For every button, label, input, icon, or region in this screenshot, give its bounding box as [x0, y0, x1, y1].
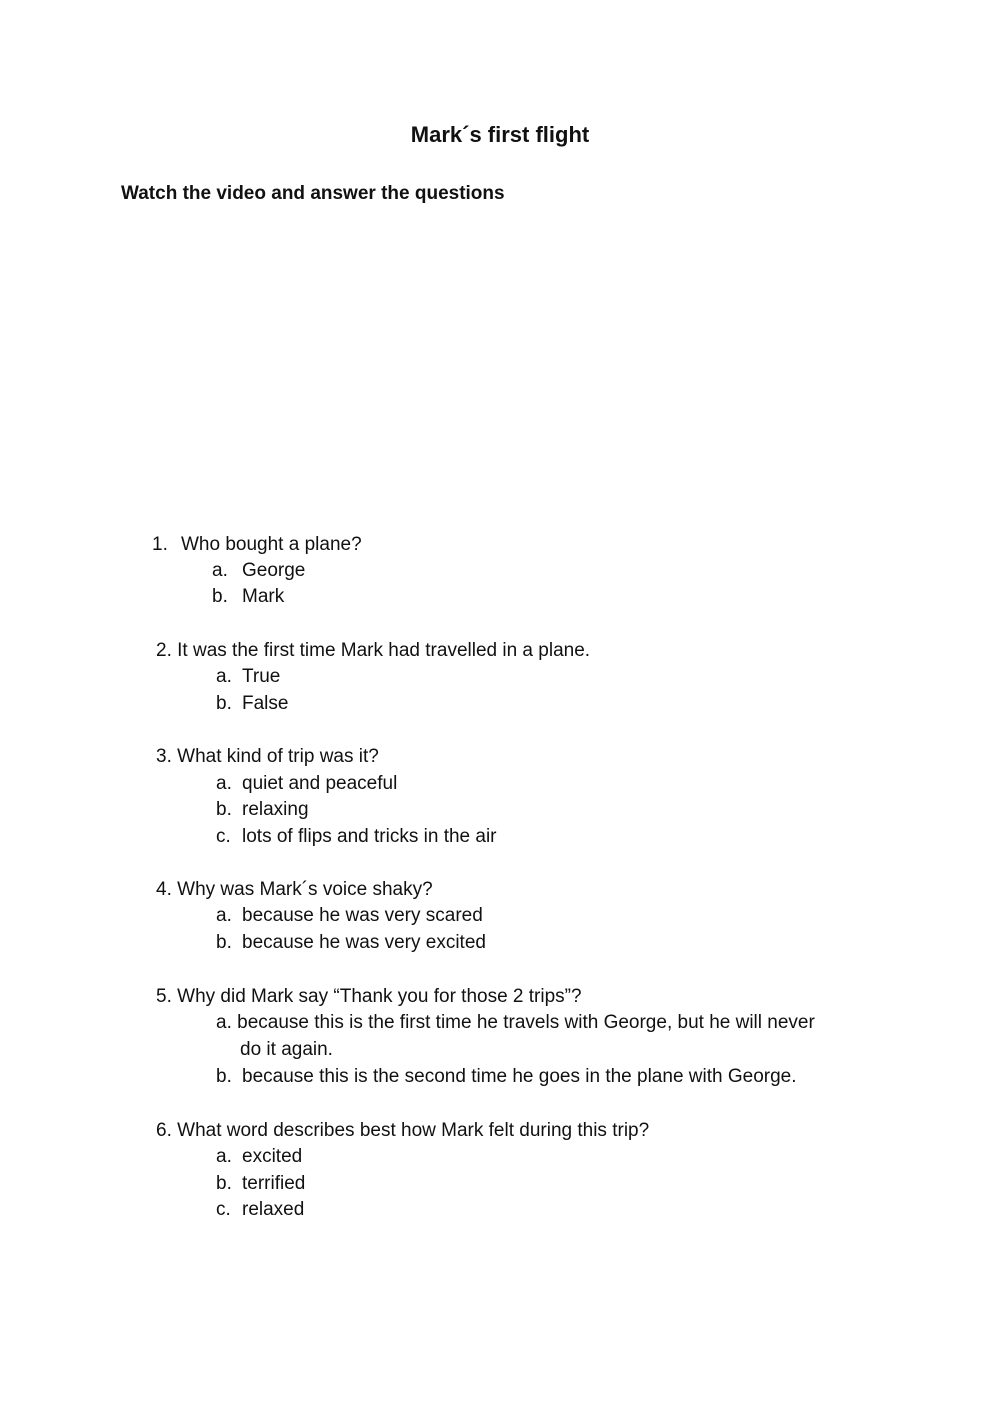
option-letter: a.: [216, 773, 232, 794]
option-4b: [216, 930, 486, 957]
page-title: Mark´s first flight: [410, 122, 590, 147]
question-number: 3.: [156, 746, 172, 767]
option-text: True: [242, 666, 281, 687]
option-3a: [216, 771, 397, 798]
option-text: False: [242, 693, 289, 714]
question-number: 5.: [156, 986, 172, 1007]
option-letter: a.: [212, 560, 228, 581]
option-5b: [216, 1064, 797, 1091]
option-text: because this is the first time he travels with George, but he will never: [237, 1012, 815, 1033]
question-2: [156, 638, 590, 665]
question-text: Why was Mark´s voice shaky?: [177, 879, 433, 900]
option-text: because he was very excited: [242, 932, 486, 953]
question-number: 6.: [156, 1120, 172, 1141]
option-letter: b.: [212, 586, 228, 607]
option-letter: a.: [216, 1146, 232, 1167]
option-1a: [212, 558, 305, 585]
option-letter: b.: [216, 932, 232, 953]
question-text: Who bought a plane?: [181, 534, 362, 555]
option-6b: [216, 1171, 305, 1198]
option-letter: b.: [216, 799, 232, 820]
option-letter: b.: [216, 1066, 232, 1087]
option-text: because he was very scared: [242, 905, 483, 926]
option-2b: [216, 691, 288, 718]
option-text: quiet and peaceful: [242, 773, 398, 794]
question-number: 1.: [152, 534, 168, 555]
question-text: It was the first time Mark had travelled in a plane.: [177, 640, 591, 661]
question-1: [152, 532, 362, 559]
option-2a: [216, 664, 280, 691]
question-text: What word describes best how Mark felt during this trip?: [177, 1120, 650, 1141]
option-text: George: [242, 560, 306, 581]
question-number: 2.: [156, 640, 172, 661]
question-text: What kind of trip was it?: [177, 746, 379, 767]
option-text: because this is the second time he goes in the plane with George.: [242, 1066, 797, 1087]
option-text: terrified: [242, 1173, 306, 1194]
option-letter: b.: [216, 1173, 232, 1194]
option-letter: c.: [216, 826, 231, 847]
option-6c: [216, 1197, 304, 1224]
option-text: excited: [242, 1146, 303, 1167]
option-letter: c.: [216, 1199, 231, 1220]
option-text: Mark: [242, 586, 285, 607]
option-letter: a.: [216, 666, 232, 687]
question-number: 4.: [156, 879, 172, 900]
instructions: Watch the video and answer the questions: [121, 183, 505, 204]
option-text: lots of flips and tricks in the air: [242, 826, 497, 847]
option-3b: [216, 797, 309, 824]
option-letter: a.: [216, 905, 232, 926]
question-5: [156, 984, 582, 1011]
option-3c: [216, 824, 497, 851]
option-text: relaxed: [242, 1199, 305, 1220]
option-letter: a.: [216, 1012, 232, 1033]
option-text-continuation: do it again.: [240, 1039, 333, 1060]
option-5a: [216, 1010, 815, 1037]
option-1b: [212, 584, 284, 611]
question-6: [156, 1118, 649, 1145]
option-6a: [216, 1144, 302, 1171]
option-4a: [216, 903, 483, 930]
option-text: relaxing: [242, 799, 309, 820]
question-4: [156, 877, 433, 904]
option-5a-continuation: [240, 1037, 333, 1064]
question-text: Why did Mark say “Thank you for those 2 trips”?: [177, 986, 582, 1007]
option-letter: b.: [216, 693, 232, 714]
question-3: [156, 744, 379, 771]
